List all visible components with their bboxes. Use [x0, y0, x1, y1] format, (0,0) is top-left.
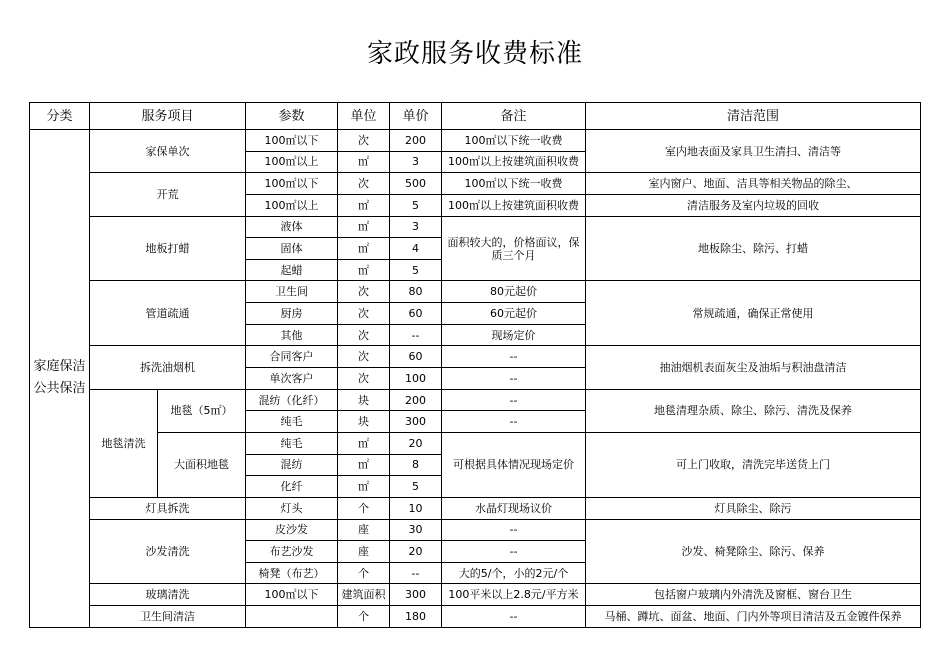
price-cell: 4 — [390, 238, 442, 260]
unit-cell: 个 — [338, 606, 390, 628]
scope-cell: 地毯清理杂质、除尘、除污、清洗及保养 — [586, 389, 921, 432]
table-row — [30, 281, 921, 303]
price-cell: 100 — [390, 368, 442, 390]
param-cell: 灯头 — [246, 497, 338, 519]
price-cell: -- — [390, 324, 442, 346]
unit-cell: 个 — [338, 497, 390, 519]
param-cell: 混纺 — [246, 454, 338, 476]
scope-cell: 清洁服务及室内垃圾的回收 — [586, 194, 921, 216]
price-cell: 200 — [390, 130, 442, 152]
note-cell: 80元起价 — [442, 281, 586, 303]
param-cell: 厨房 — [246, 303, 338, 325]
unit-cell: 次 — [338, 324, 390, 346]
item-name: 地毯清洗 — [90, 389, 158, 497]
unit-cell: 次 — [338, 130, 390, 152]
param-cell: 卫生间 — [246, 281, 338, 303]
item-name: 玻璃清洗 — [90, 584, 246, 606]
unit-cell: ㎡ — [338, 476, 390, 498]
param-cell: 合同客户 — [246, 346, 338, 368]
note-cell: 100㎡以上按建筑面积收费 — [442, 151, 586, 173]
table-row — [30, 346, 921, 368]
table-row — [30, 173, 921, 195]
sub-item-name: 大面积地毯 — [158, 432, 246, 497]
note-cell: 现场定价 — [442, 324, 586, 346]
scope-cell: 室内窗户、地面、洁具等相关物品的除尘、 — [586, 173, 921, 195]
item-name: 家保单次 — [90, 130, 246, 173]
param-cell: 混纺（化纤） — [246, 389, 338, 411]
note-cell: -- — [442, 346, 586, 368]
unit-cell: ㎡ — [338, 238, 390, 260]
unit-cell: 次 — [338, 281, 390, 303]
price-cell: 300 — [390, 411, 442, 433]
scope-cell: 马桶、蹲坑、面盆、地面、门内外等项目清洁及五金镀件保养 — [586, 606, 921, 628]
price-cell: 20 — [390, 432, 442, 454]
note-cell: 100㎡以下统一收费 — [442, 130, 586, 152]
param-cell: 化纤 — [246, 476, 338, 498]
scope-cell: 包括窗户玻璃内外清洗及窗框、窗台卫生 — [586, 584, 921, 606]
unit-cell: 座 — [338, 541, 390, 563]
item-name: 开荒 — [90, 173, 246, 216]
price-cell: 5 — [390, 259, 442, 281]
item-name: 地板打蜡 — [90, 216, 246, 281]
table-row — [30, 606, 921, 628]
param-cell: 其他 — [246, 324, 338, 346]
item-name: 灯具拆洗 — [90, 497, 246, 519]
price-cell: 500 — [390, 173, 442, 195]
note-cell: -- — [442, 606, 586, 628]
param-cell: 单次客户 — [246, 368, 338, 390]
note-cell: 面积较大的，价格面议，保质三个月 — [442, 216, 586, 281]
price-cell: -- — [390, 562, 442, 584]
scope-cell: 抽油烟机表面灰尘及油垢与积油盘清洁 — [586, 346, 921, 389]
unit-cell: 块 — [338, 389, 390, 411]
note-cell: 大的5/个，小的2元/个 — [442, 562, 586, 584]
unit-cell: ㎡ — [338, 454, 390, 476]
price-cell: 80 — [390, 281, 442, 303]
price-cell: 8 — [390, 454, 442, 476]
table-row — [30, 519, 921, 541]
item-name: 卫生间清洁 — [90, 606, 246, 628]
param-cell: 100㎡以下 — [246, 130, 338, 152]
unit-cell: 次 — [338, 346, 390, 368]
note-cell: -- — [442, 389, 586, 411]
header-category: 分类 — [30, 103, 90, 130]
note-cell: 水晶灯现场议价 — [442, 497, 586, 519]
price-cell: 60 — [390, 346, 442, 368]
price-cell: 3 — [390, 216, 442, 238]
note-cell: 100平米以上2.8元/平方米 — [442, 584, 586, 606]
table-row — [30, 497, 921, 519]
item-name: 拆洗油烟机 — [90, 346, 246, 389]
param-cell: 纯毛 — [246, 411, 338, 433]
note-cell: -- — [442, 411, 586, 433]
unit-cell: 建筑面积 — [338, 584, 390, 606]
unit-cell: ㎡ — [338, 194, 390, 216]
param-cell: 100㎡以下 — [246, 173, 338, 195]
price-cell: 30 — [390, 519, 442, 541]
param-cell: 布艺沙发 — [246, 541, 338, 563]
param-cell: 100㎡以下 — [246, 584, 338, 606]
note-cell: 可根据具体情况现场定价 — [442, 432, 586, 497]
unit-cell: ㎡ — [338, 216, 390, 238]
table-row — [30, 130, 921, 152]
note-cell: -- — [442, 541, 586, 563]
note-cell: 60元起价 — [442, 303, 586, 325]
unit-cell: ㎡ — [338, 432, 390, 454]
param-cell: 皮沙发 — [246, 519, 338, 541]
table-row — [30, 389, 921, 411]
unit-cell: 块 — [338, 411, 390, 433]
param-cell: 固体 — [246, 238, 338, 260]
price-cell: 20 — [390, 541, 442, 563]
scope-cell: 沙发、椅凳除尘、除污、保养 — [586, 519, 921, 584]
unit-cell: 次 — [338, 368, 390, 390]
category-line-1: 家庭保洁 — [33, 359, 86, 375]
header-param: 参数 — [246, 103, 338, 130]
unit-cell: 次 — [338, 173, 390, 195]
header-price: 单价 — [390, 103, 442, 130]
table-row — [30, 216, 921, 238]
header-item: 服务项目 — [90, 103, 246, 130]
param-cell: 起蜡 — [246, 259, 338, 281]
scope-cell: 地板除尘、除污、打蜡 — [586, 216, 921, 281]
param-cell: 椅凳（布艺） — [246, 562, 338, 584]
unit-cell: ㎡ — [338, 151, 390, 173]
category-cell — [30, 130, 90, 628]
price-cell: 5 — [390, 476, 442, 498]
price-cell: 5 — [390, 194, 442, 216]
price-cell: 10 — [390, 497, 442, 519]
category-line-2: 公共保洁 — [33, 381, 86, 397]
header-scope: 清洁范围 — [586, 103, 921, 130]
param-cell: 纯毛 — [246, 432, 338, 454]
table-row — [30, 584, 921, 606]
table-row — [30, 432, 921, 454]
item-name: 管道疏通 — [90, 281, 246, 346]
price-cell: 180 — [390, 606, 442, 628]
page-title: 家政服务收费标准 — [366, 39, 583, 69]
note-cell: 100㎡以上按建筑面积收费 — [442, 194, 586, 216]
scope-cell: 灯具除尘、除污 — [586, 497, 921, 519]
param-cell — [246, 606, 338, 628]
note-cell: -- — [442, 368, 586, 390]
scope-cell: 室内地表面及家具卫生清扫、清洁等 — [586, 130, 921, 173]
unit-cell: 座 — [338, 519, 390, 541]
unit-cell: ㎡ — [338, 259, 390, 281]
price-cell: 300 — [390, 584, 442, 606]
note-cell: -- — [442, 519, 586, 541]
unit-cell: 次 — [338, 303, 390, 325]
param-cell: 液体 — [246, 216, 338, 238]
header-unit: 单位 — [338, 103, 390, 130]
item-name: 沙发清洗 — [90, 519, 246, 584]
scope-cell: 常规疏通，确保正常使用 — [586, 281, 921, 346]
sub-item-name: 地毯（5㎡） — [158, 389, 246, 432]
price-cell: 200 — [390, 389, 442, 411]
scope-cell: 可上门收取，清洗完毕送货上门 — [586, 432, 921, 497]
price-cell: 60 — [390, 303, 442, 325]
fee-table — [29, 102, 921, 628]
note-cell: 100㎡以下统一收费 — [442, 173, 586, 195]
param-cell: 100㎡以上 — [246, 151, 338, 173]
header-note: 备注 — [442, 103, 586, 130]
header-row — [30, 103, 921, 130]
unit-cell: 个 — [338, 562, 390, 584]
price-cell: 3 — [390, 151, 442, 173]
param-cell: 100㎡以上 — [246, 194, 338, 216]
